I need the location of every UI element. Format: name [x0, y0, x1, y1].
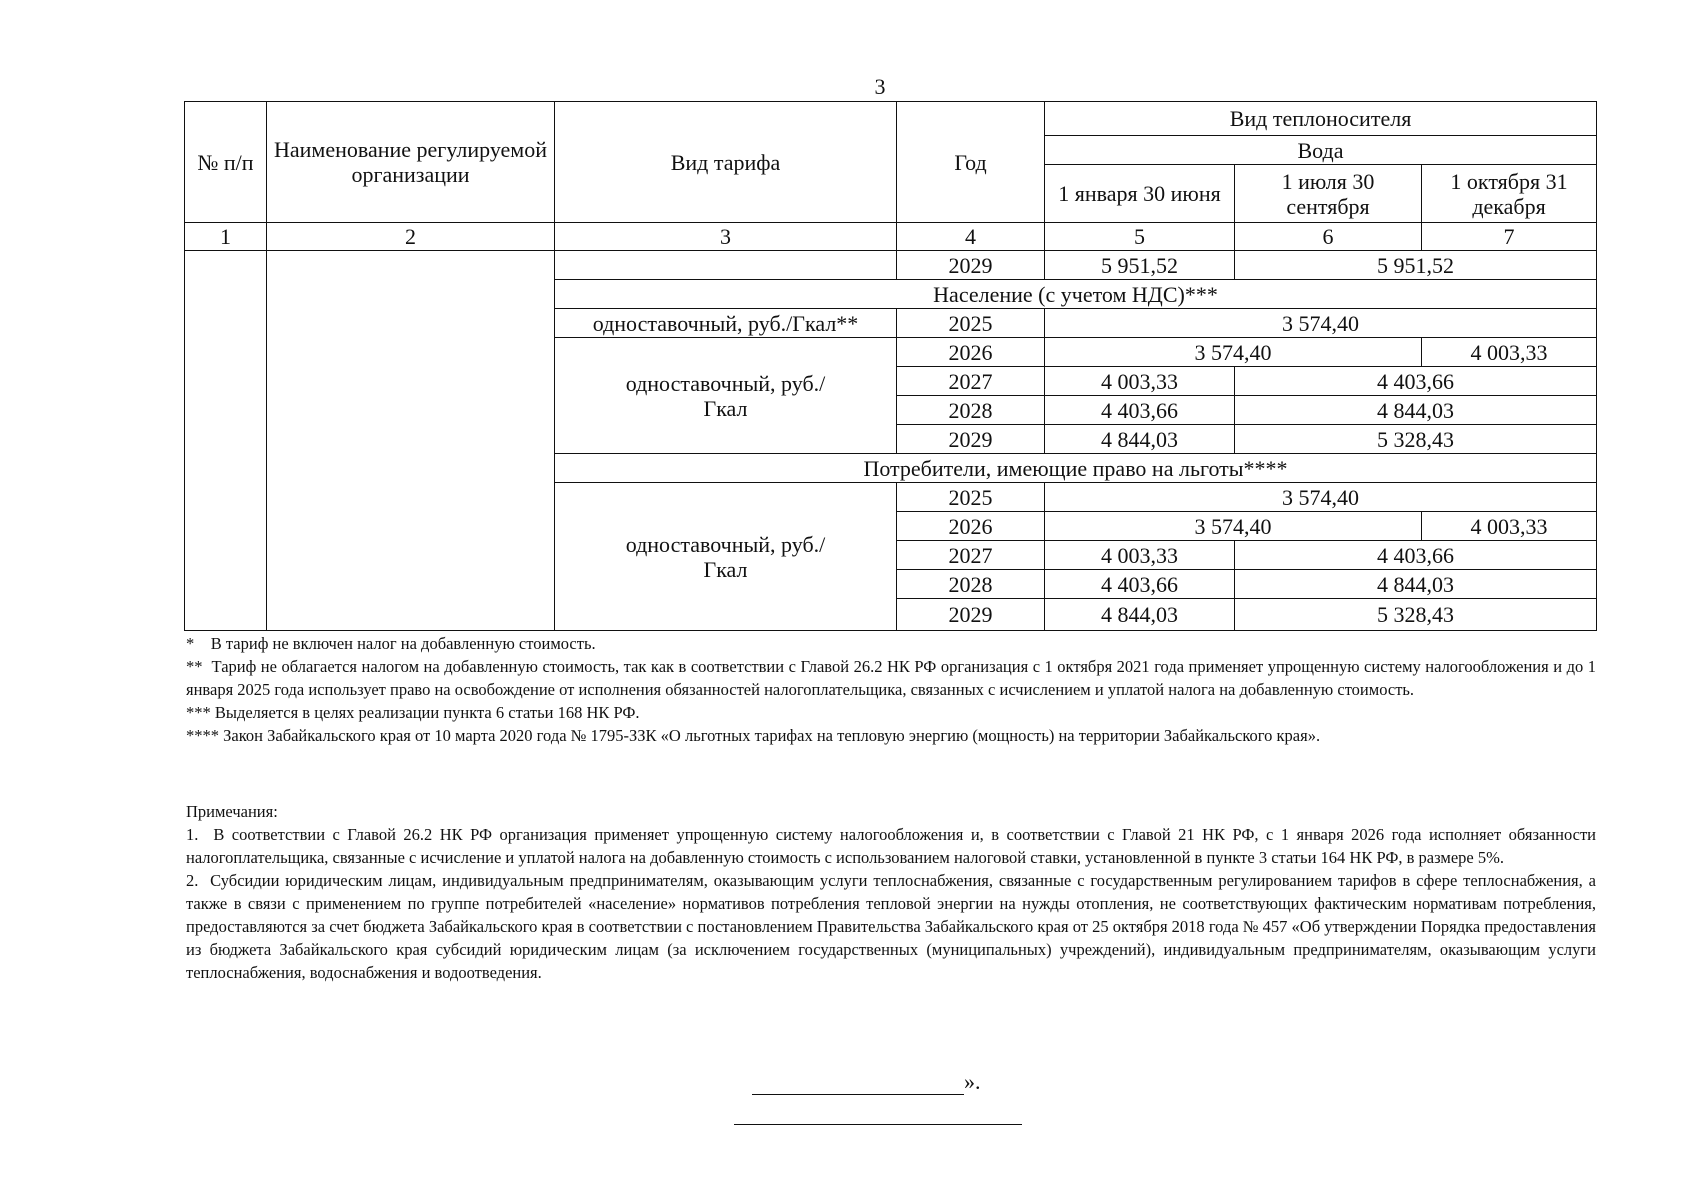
- footnotes: [186, 632, 1601, 747]
- footnote: * В тариф не включен налог на добавленную стоимость.: [186, 634, 596, 653]
- value-cell: 4 003,33: [1422, 338, 1597, 367]
- org-cell-empty: [267, 251, 555, 631]
- value-cell: 5 951,52: [1235, 251, 1597, 280]
- note-item: 1. В соответствии с Главой 26.2 НК РФ организация применяет упрощенную систему налогообложения и, в соответствии с Главой 21 НК РФ, с 1 января 2026 года исполняет обязанности налогоплательщика, связанные с исчисление и уплатой налога на добавленную стоимость с использованием налоговой ставки, установленной в пункте 3 статьи 164 НК РФ, в размере 5%.: [186, 825, 1601, 867]
- col-number: 5: [1045, 223, 1235, 251]
- year-cell: 2025: [897, 483, 1045, 512]
- value-cell: 4 403,66: [1235, 541, 1597, 570]
- footnote: ** Тариф не облагается налогом на добавленную стоимость, так как в соответствии с Главой 26.2 НК РФ организация с 1 октября 2021 года применяет упрощенную систему налогообложения и до 1 января 2025 года использует право на освобождение от исполнения обязанностей налогоплательщика, связанных с исчислением и уплатой налога на добавленную стоимость.: [186, 657, 1601, 699]
- value-cell: 4 844,03: [1235, 396, 1597, 425]
- header-num: № п/п: [185, 102, 267, 223]
- year-cell: 2026: [897, 512, 1045, 541]
- num-cell-empty: [185, 251, 267, 631]
- col-number: 3: [555, 223, 897, 251]
- footnote: **** Закон Забайкальского края от 10 марта 2020 года № 1795-ЗЗК «О льготных тарифах на тепловую энергию (мощность) на территории Забайкальского края».: [186, 726, 1321, 745]
- header-period-3: 1 октября 31 декабря: [1422, 165, 1597, 223]
- value-cell: 3 574,40: [1045, 512, 1422, 541]
- year-cell: 2029: [897, 251, 1045, 280]
- value-cell: 5 951,52: [1045, 251, 1235, 280]
- bottom-rule: [734, 1124, 1022, 1125]
- closing-mark: ».: [964, 1069, 981, 1094]
- col-number: 4: [897, 223, 1045, 251]
- value-cell: 3 574,40: [1045, 338, 1422, 367]
- year-cell: 2027: [897, 367, 1045, 396]
- section-population: Население (с учетом НДС)***: [555, 280, 1597, 309]
- value-cell: 3 574,40: [1045, 483, 1597, 512]
- col-number: 1: [185, 223, 267, 251]
- header-period-2: 1 июля 30 сентября: [1235, 165, 1422, 223]
- col-number: 6: [1235, 223, 1422, 251]
- notes-title: Примечания:: [186, 802, 278, 821]
- note-item: 2. Субсидии юридическим лицам, индивидуальным предпринимателям, оказывающим услуги теплоснабжения, связанные с государственным регулированием тарифов в сфере теплоснабжения, а также в связи с применением по группе потребителей «население» нормативов потребления тепловой энергии на нужды отопления, не соответствующих фактическим нормативам потребления, предоставляются за счет бюджета Забайкальского края в соответствии с постановлением Правительства Забайкальского края от 25 октября 2018 года № 457 «Об утверждении Порядка предоставления из бюджета Забайкальского края субсидий юридическим лицам (за исключением государственных (муниципальных) учреждений), индивидуальным предпринимателям, оказывающим услуги теплоснабжения, водоснабжения и водоотведения.: [186, 871, 1601, 982]
- tariff-cell-empty: [555, 251, 897, 280]
- tariff-cell: одноставочный, руб./Гкал**: [555, 309, 897, 338]
- value-cell: 5 328,43: [1235, 599, 1597, 631]
- header-year: Год: [897, 102, 1045, 223]
- value-cell: 4 844,03: [1235, 570, 1597, 599]
- year-cell: 2028: [897, 570, 1045, 599]
- section-benefits: Потребители, имеющие право на льготы****: [555, 454, 1597, 483]
- year-cell: 2029: [897, 425, 1045, 454]
- page-number: 3: [874, 74, 886, 99]
- year-cell: 2029: [897, 599, 1045, 631]
- header-carrier: Вид теплоносителя: [1045, 102, 1597, 136]
- col-number: 7: [1422, 223, 1597, 251]
- value-cell: 3 574,40: [1045, 309, 1597, 338]
- value-cell: 4 844,03: [1045, 599, 1235, 631]
- year-cell: 2026: [897, 338, 1045, 367]
- value-cell: 4 003,33: [1045, 541, 1235, 570]
- header-org: Наименование регулируемой организации: [267, 102, 555, 223]
- header-water: Вода: [1045, 136, 1597, 165]
- col-number: 2: [267, 223, 555, 251]
- year-cell: 2025: [897, 309, 1045, 338]
- tariff-cell: одноставочный, руб./Гкал: [555, 483, 897, 631]
- year-cell: 2028: [897, 396, 1045, 425]
- tariff-table: [184, 101, 1597, 631]
- year-cell: 2027: [897, 541, 1045, 570]
- closing-line: [752, 1069, 981, 1095]
- value-cell: 4 844,03: [1045, 425, 1235, 454]
- value-cell: 4 003,33: [1045, 367, 1235, 396]
- value-cell: 4 403,66: [1235, 367, 1597, 396]
- signature-blank: [752, 1072, 964, 1095]
- header-tariff-type: Вид тарифа: [555, 102, 897, 223]
- value-cell: 5 328,43: [1235, 425, 1597, 454]
- value-cell: 4 003,33: [1422, 512, 1597, 541]
- tariff-cell: одноставочный, руб./Гкал: [555, 338, 897, 454]
- value-cell: 4 403,66: [1045, 570, 1235, 599]
- header-period-1: 1 января 30 июня: [1045, 165, 1235, 223]
- value-cell: 4 403,66: [1045, 396, 1235, 425]
- footnote: *** Выделяется в целях реализации пункта 6 статьи 168 НК РФ.: [186, 703, 640, 722]
- notes-section: [186, 800, 1601, 984]
